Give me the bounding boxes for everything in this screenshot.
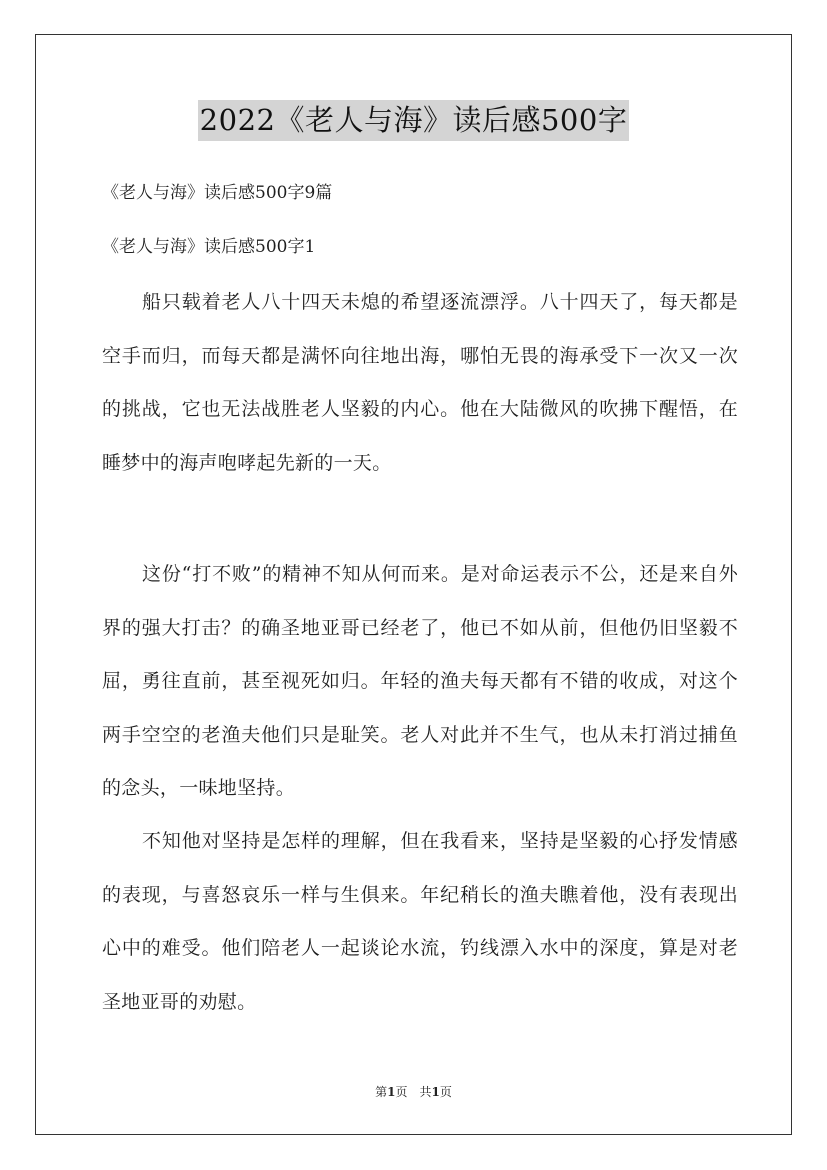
paragraph-2: 这份“打不败”的精神不知从何而来。是对命运表示不公，还是来自外界的强大打击？的确圣地亚哥已经老了，他已不如从前，但他仍旧坚毅不屈，勇往直前，甚至视死如归。年轻的渔夫每天都有不错的收成，对这个两手空空的老渔夫他们只是耻笑。老人对此并不生气，也从未打消过捕鱼的念头，一味地坚持。 bbox=[102, 563, 738, 799]
footer-prefix: 第 bbox=[375, 1085, 388, 1099]
subtitle-collection: 《老人与海》读后感500字9篇 bbox=[102, 183, 333, 203]
footer-suffix: 页 bbox=[439, 1085, 452, 1099]
paragraph-3: 不知他对坚持是怎样的理解，但在我看来，坚持是坚毅的心抒发情感的表现，与喜怒哀乐一样与生俱来。年纪稍长的渔夫瞧着他，没有表现出心中的难受。他们陪老人一起谈论水流，钓线漂入水中的深度，算是对老圣地亚哥的劝慰。 bbox=[102, 830, 738, 1013]
paragraph-1: 船只载着老人八十四天未熄的希望逐流漂浮。八十四天了，每天都是空手而归，而每天都是满怀向往地出海，哪怕无畏的海承受下一次又一次的挑战，它也无法战胜老人坚毅的内心。他在大陆微风的吹拂下醒悟，在睡梦中的海声咆哮起先新的一天。 bbox=[102, 291, 738, 474]
title-container bbox=[0, 100, 827, 141]
subtitle-section-1: 《老人与海》读后感500字1 bbox=[102, 237, 316, 257]
footer-mid: 页 共 bbox=[395, 1085, 432, 1099]
document-title: 2022《老人与海》读后感500字 bbox=[198, 100, 630, 141]
footer-current-page: 1 bbox=[387, 1085, 396, 1099]
page-footer bbox=[0, 1084, 827, 1100]
footer-total-pages: 1 bbox=[431, 1085, 440, 1099]
